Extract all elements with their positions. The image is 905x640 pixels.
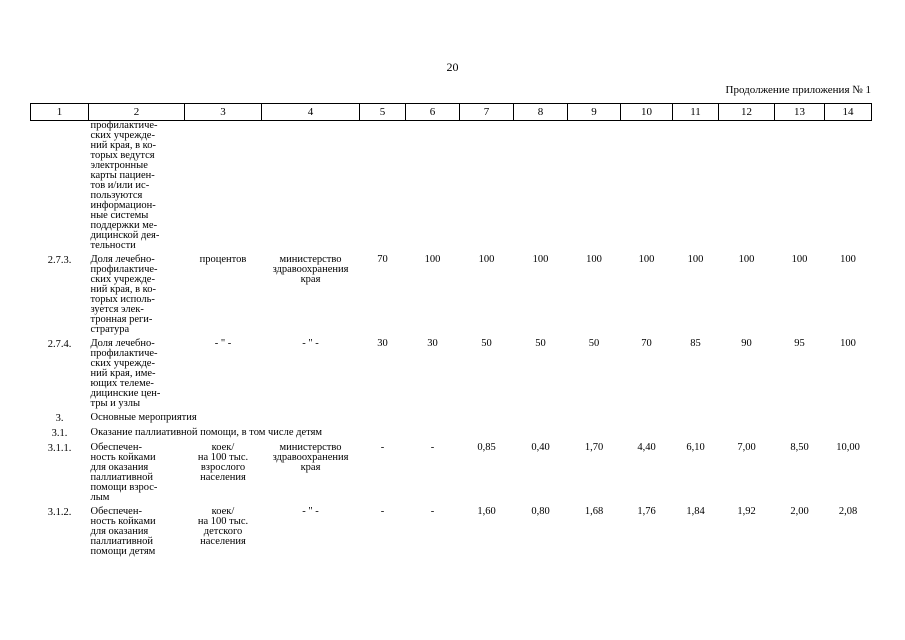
page-number: 20 [446,60,459,74]
indicator-value: 95 [794,338,805,349]
empty-cell [673,121,719,256]
section-title: Оказание паллиативной помощи, в том числе детям [90,427,323,438]
row-number: 2.7.3. [47,255,72,266]
indicator-value: 4,40 [637,442,656,453]
empty-cell [406,121,460,256]
indicator-value: 70 [641,338,652,349]
empty-cell [719,121,775,256]
indicator-name: Обеспечен- ность койками для оказания паллиативной помощи взрос- лым [90,442,158,503]
indicator-value: - [380,506,385,517]
table-row [31,443,872,507]
unit: коек/ на 100 тыс. взрослого населения [197,442,249,483]
table-row [31,339,872,413]
responsible-org: - " - [302,338,319,349]
indicator-value: 70 [377,254,388,265]
indicator-value: - [380,442,385,453]
empty-cell [460,121,514,256]
empty-cell [825,121,872,256]
column-header: 2 [89,104,185,121]
indicator-value: 30 [377,338,388,349]
indicator-value: 100 [840,254,856,265]
indicator-value: 1,76 [637,506,656,517]
indicator-value: 90 [741,338,752,349]
empty-cell [775,121,825,256]
indicator-value: 7,00 [737,442,756,453]
indicator-value: 2,00 [790,506,809,517]
column-header: 4 [262,104,360,121]
column-header: 9 [568,104,621,121]
indicator-name: Обеспечен- ность койками для оказания паллиативной помощи детям [90,506,156,557]
indicator-value: 50 [535,338,546,349]
table-row [31,121,872,256]
indicator-value: 1,68 [584,506,604,517]
column-header: 10 [621,104,673,121]
indicator-value: 100 [424,254,441,265]
column-header: 1 [31,104,89,121]
row-number: 3.1.1. [47,443,72,454]
indicator-value: 50 [588,338,600,349]
table-row [31,507,872,561]
indicator-value: 0,80 [531,506,550,517]
indicator-value: 1,92 [737,506,756,517]
column-header: 8 [514,104,568,121]
table-row [31,413,872,428]
indicator-value: 100 [840,338,856,349]
indicator-name: профилактиче- ских учрежде- ний края, в ко- торых ведутся электронные карты пациен- тов и/или ис- пользуются информацион- ные системы поддержки ме- дицинской дея- тельности [90,120,160,251]
empty-cell [568,121,621,256]
indicator-value: 85 [690,338,701,349]
indicator-value: 100 [478,254,495,265]
row-number: 3.1. [51,428,68,439]
unit: коек/ на 100 тыс. детского населения [197,506,249,547]
empty-cell [514,121,568,256]
indicator-value: 1,84 [686,506,705,517]
indicator-value: - [430,506,435,517]
indicators-table [30,103,872,561]
indicator-value: 1,60 [477,506,496,517]
responsible-org: министерство здравоохранения края [272,254,349,285]
column-header: 12 [719,104,775,121]
indicator-value: 1,70 [584,442,604,453]
column-header: 3 [185,104,262,121]
indicator-value: 100 [638,254,655,265]
indicator-value: 2,08 [838,506,858,517]
table-row [31,428,872,443]
continuation-label: Продолжение приложения № 1 [725,84,871,96]
indicator-value: 30 [427,338,438,349]
unit: процентов [199,254,247,265]
empty-cell [185,121,262,256]
row-number [31,121,89,256]
indicator-value: 6,10 [686,442,705,453]
row-number: 3. [55,413,64,424]
indicator-value: - [430,442,435,453]
indicator-value: 100 [791,254,808,265]
responsible-org: министерство здравоохранения края [272,442,349,473]
table-row [31,255,872,339]
unit: - " - [214,338,232,349]
indicator-value: 0,40 [531,442,550,453]
indicator-value: 100 [586,254,602,265]
indicator-name: Доля лечебно- профилактиче- ских учрежде- ний края, име- ющих телеме- дицинские цен- тры и узлы [90,338,161,409]
section-title: Основные мероприятия [90,412,197,423]
header-row [31,104,872,121]
indicator-value: 100 [532,254,549,265]
empty-cell [262,121,360,256]
empty-cell [621,121,673,256]
indicator-value: 0,85 [477,442,496,453]
column-header: 13 [775,104,825,121]
row-number: 2.7.4. [47,339,72,350]
indicator-name: Доля лечебно- профилактиче- ских учрежде- ний края, в ко- торых исполь- зуется элек- тронная реги- стратура [90,254,158,335]
row-number: 3.1.2. [47,507,72,518]
indicator-value: 100 [687,254,704,265]
column-header: 14 [825,104,872,121]
indicator-value: 100 [738,254,755,265]
column-header: 11 [673,104,719,121]
indicator-value: 8,50 [790,442,809,453]
column-header: 6 [406,104,460,121]
indicator-value: 50 [481,338,492,349]
table-body [31,121,872,562]
column-header: 5 [360,104,406,121]
column-header: 7 [460,104,514,121]
empty-cell [360,121,406,256]
indicator-value: 10,00 [836,442,860,453]
responsible-org: - " - [302,506,319,517]
